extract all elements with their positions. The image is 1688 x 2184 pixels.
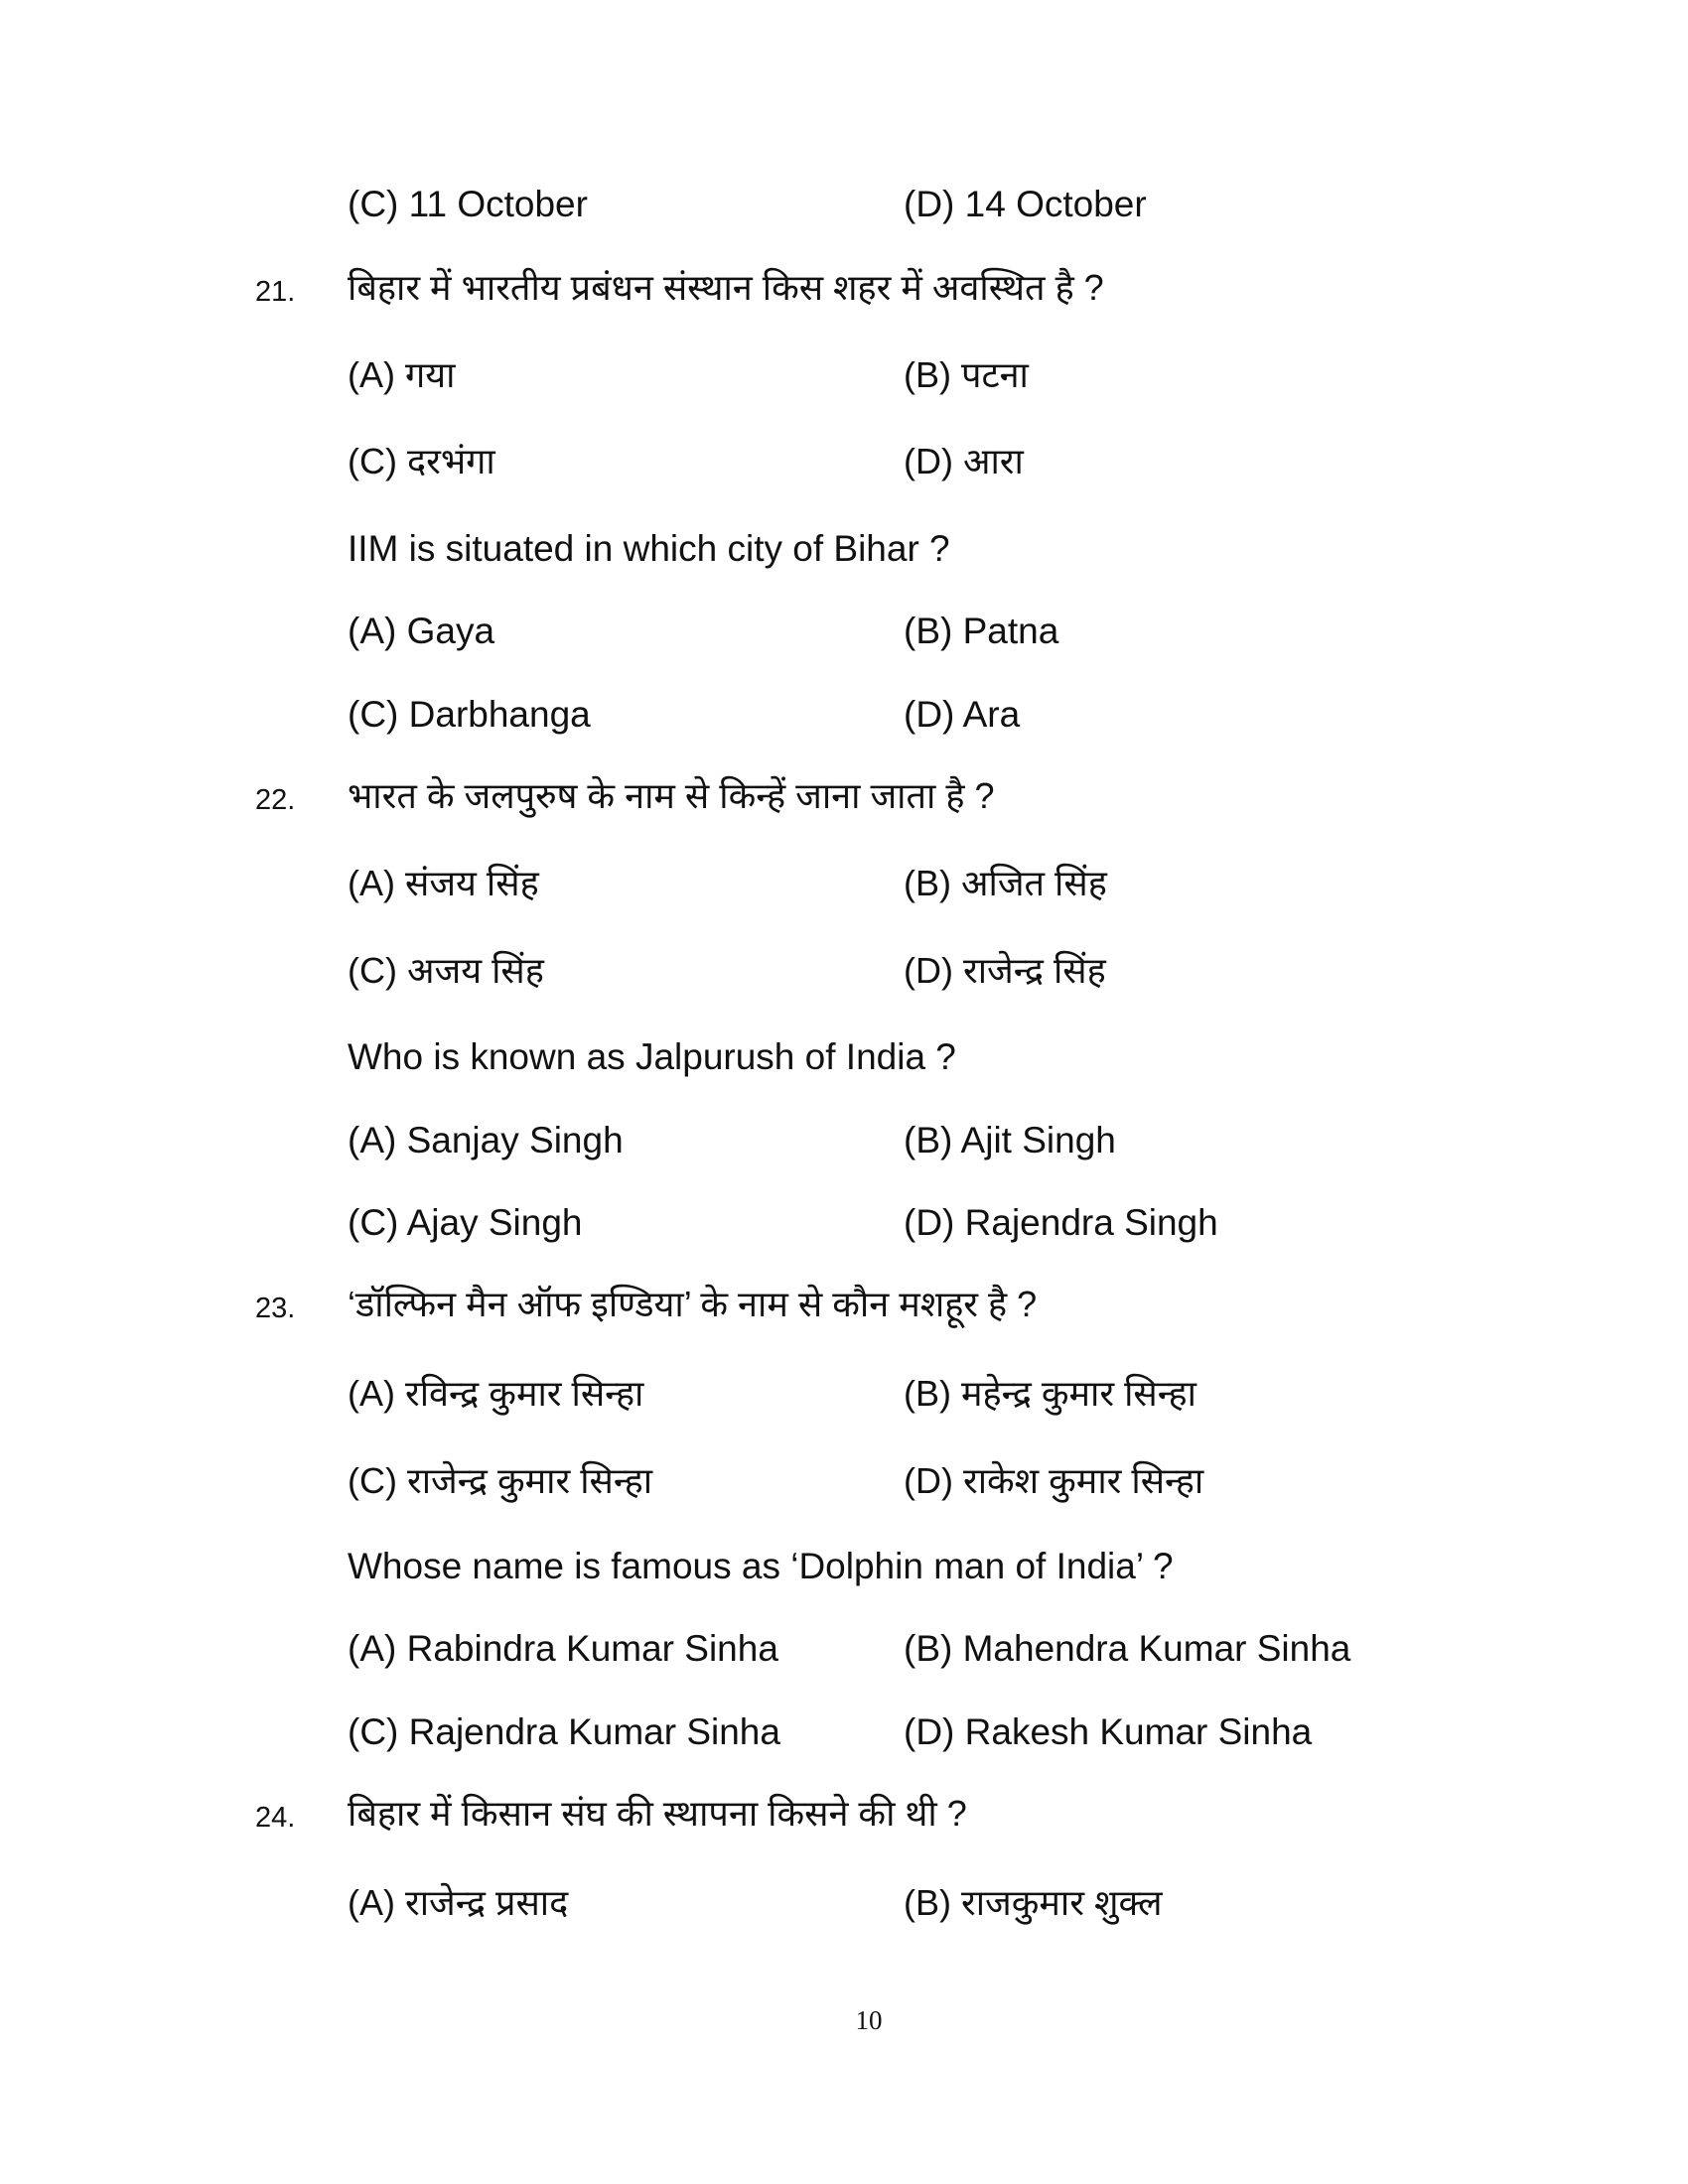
option-b-hindi: (B) महेन्द्र कुमार सिन्हा bbox=[904, 1373, 1196, 1414]
option-d-english: (D) Rajendra Singh bbox=[904, 1202, 1218, 1243]
option-c-english: (C) Rajendra Kumar Sinha bbox=[348, 1711, 780, 1752]
question-number: 23. bbox=[255, 1293, 296, 1324]
option-a-english: (A) Sanjay Singh bbox=[348, 1120, 624, 1160]
option-a-hindi: (A) रविन्द्र कुमार सिन्हा bbox=[348, 1373, 644, 1414]
option-a-hindi: (A) राजेन्द्र प्रसाद bbox=[348, 1882, 569, 1923]
question-text-hindi: बिहार में भारतीय प्रबंधन संस्थान किस शहर में अवस्थित है ? bbox=[348, 267, 1104, 308]
question-text-english: Who is known as Jalpurush of India ? bbox=[348, 1036, 956, 1077]
option-a-hindi: (A) गया bbox=[348, 354, 456, 395]
option-c-hindi: (C) दरभंगा bbox=[348, 441, 495, 481]
option-a-english: (A) Gaya bbox=[348, 611, 495, 651]
page-number: 10 bbox=[855, 2005, 883, 2035]
question-number: 21. bbox=[255, 276, 296, 308]
question-text-hindi: ‘डॉल्फिन मैन ऑफ इण्डिया’ के नाम से कौन मशहूर है ? bbox=[348, 1284, 1038, 1324]
option-c-english: (C) Darbhanga bbox=[348, 694, 591, 735]
option-b-hindi: (B) पटना bbox=[904, 354, 1029, 395]
option-d-hindi: (D) राजेन्द्र सिंह bbox=[904, 950, 1106, 991]
option-b-english: (B) Ajit Singh bbox=[904, 1120, 1116, 1160]
option-c-english: (C) Ajay Singh bbox=[348, 1202, 583, 1243]
option-a-hindi: (A) संजय सिंह bbox=[348, 863, 539, 903]
question-text-hindi: भारत के जलपुरुष के नाम से किन्हें जाना जाता है ? bbox=[348, 775, 995, 816]
question-text-english: IIM is situated in which city of Bihar ? bbox=[348, 528, 950, 569]
option-c: (C) 11 October bbox=[348, 184, 588, 224]
option-b-hindi: (B) अजित सिंह bbox=[904, 863, 1107, 903]
option-d: (D) 14 October bbox=[904, 184, 1147, 224]
question-text-hindi: बिहार में किसान संघ की स्थापना किसने की थी ? bbox=[348, 1793, 967, 1834]
question-text-english: Whose name is famous as ‘Dolphin man of India’ ? bbox=[348, 1546, 1174, 1586]
option-d-hindi: (D) राकेश कुमार सिन्हा bbox=[904, 1460, 1204, 1501]
option-c-hindi: (C) राजेन्द्र कुमार सिन्हा bbox=[348, 1460, 653, 1501]
option-c-hindi: (C) अजय सिंह bbox=[348, 950, 544, 991]
option-b-english: (B) Mahendra Kumar Sinha bbox=[904, 1628, 1351, 1669]
question-number: 22. bbox=[255, 784, 296, 816]
option-d-english: (D) Ara bbox=[904, 694, 1021, 735]
option-b-hindi: (B) राजकुमार शुक्ल bbox=[904, 1882, 1163, 1923]
option-b-english: (B) Patna bbox=[904, 611, 1059, 651]
question-number: 24. bbox=[255, 1802, 296, 1834]
option-d-english: (D) Rakesh Kumar Sinha bbox=[904, 1711, 1313, 1752]
option-a-english: (A) Rabindra Kumar Sinha bbox=[348, 1628, 778, 1669]
option-d-hindi: (D) आरा bbox=[904, 441, 1024, 481]
